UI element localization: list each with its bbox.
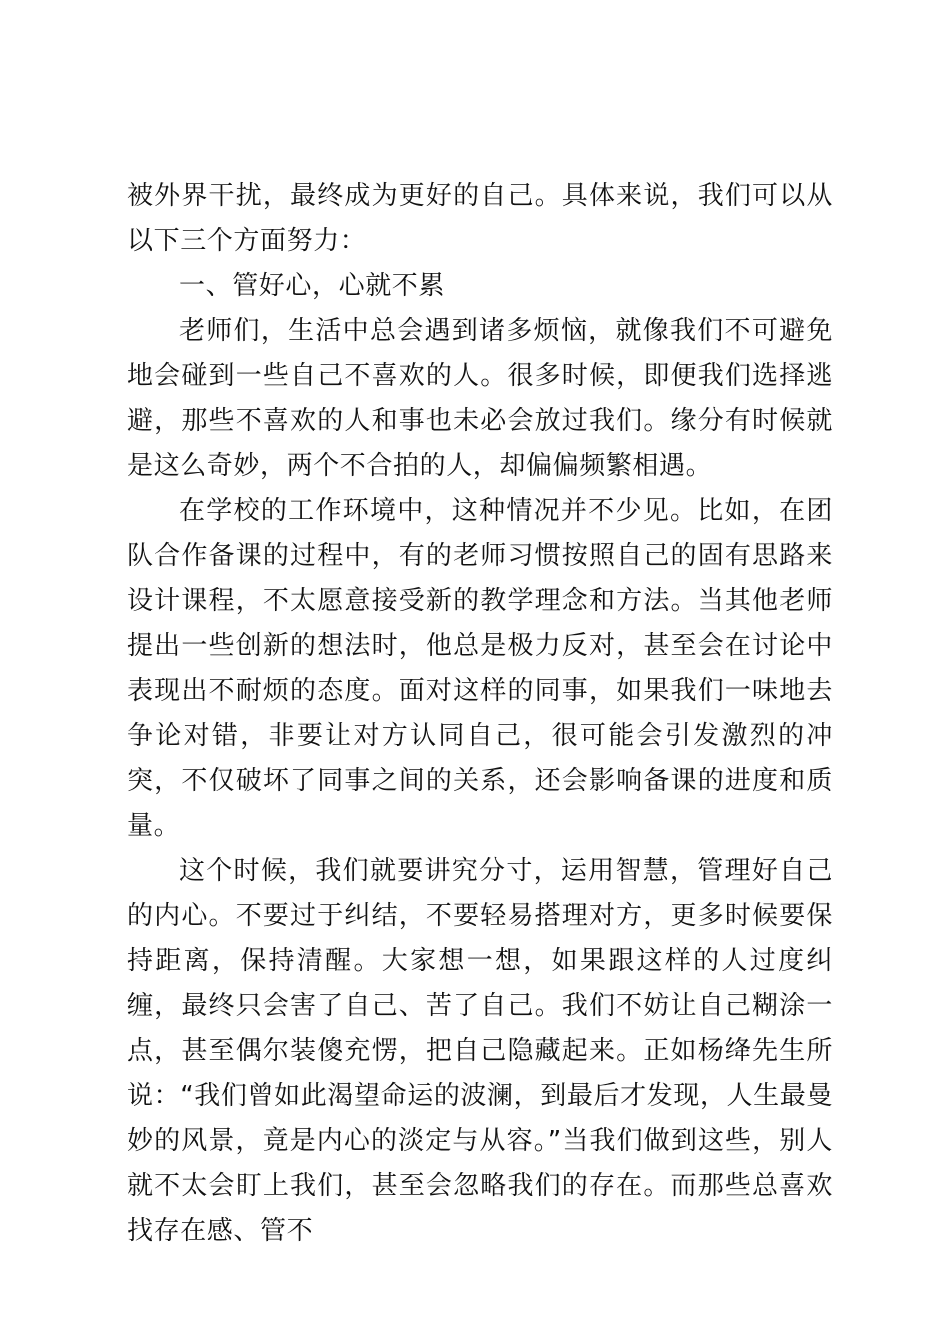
- section-heading: 一、管好心，心就不累: [179, 271, 446, 301]
- paragraph-intro-continuation: 被外界干扰，最终成为更好的自己。具体来说，我们可以从以下三个方面努力：: [127, 181, 833, 256]
- paragraph-troubles: 老师们，生活中总会遇到诸多烦恼，就像我们不可避免地会碰到一些自己不喜欢的人。很多时候，即便我们选择逃避，那些不喜欢的人和事也未必会放过我们。缘分有时候就是这么奇妙，两个不合拍的人，却偏偏频繁相遇。: [127, 316, 833, 481]
- paragraph-workplace: 在学校的工作环境中，这种情况并不少见。比如，在团队合作备课的过程中，有的老师习惯按照自己的固有思路来设计课程，不太愿意接受新的教学理念和方法。当其他老师提出一些创新的想法时，他总是极力反对，甚至会在讨论中表现出不耐烦的态度。面对这样的同事，如果我们一味地去争论对错，非要让对方认同自己，很可能会引发激烈的冲突，不仅破坏了同事之间的关系，还会影响备课的进度和质量。: [127, 496, 833, 841]
- paragraph-wisdom: 这个时候，我们就要讲究分寸，运用智慧，管理好自己的内心。不要过于纠结，不要轻易搭理对方，更多时候要保持距离，保持清醒。大家想一想，如果跟这样的人过度纠缠，最终只会害了自己、苦了自己。我们不妨让自己糊涂一点，甚至偶尔装傻充愣，把自己隐藏起来。正如杨绛先生所说：“我们曾如此渴望命运的波澜，到最后才发现，人生最曼妙的风景，竟是内心的淡定与从容。”当我们做到这些，别人就不太会盯上我们，甚至会忽略我们的存在。而那些总喜欢找存在感、管不: [127, 856, 833, 1246]
- document-body: [127, 174, 833, 1254]
